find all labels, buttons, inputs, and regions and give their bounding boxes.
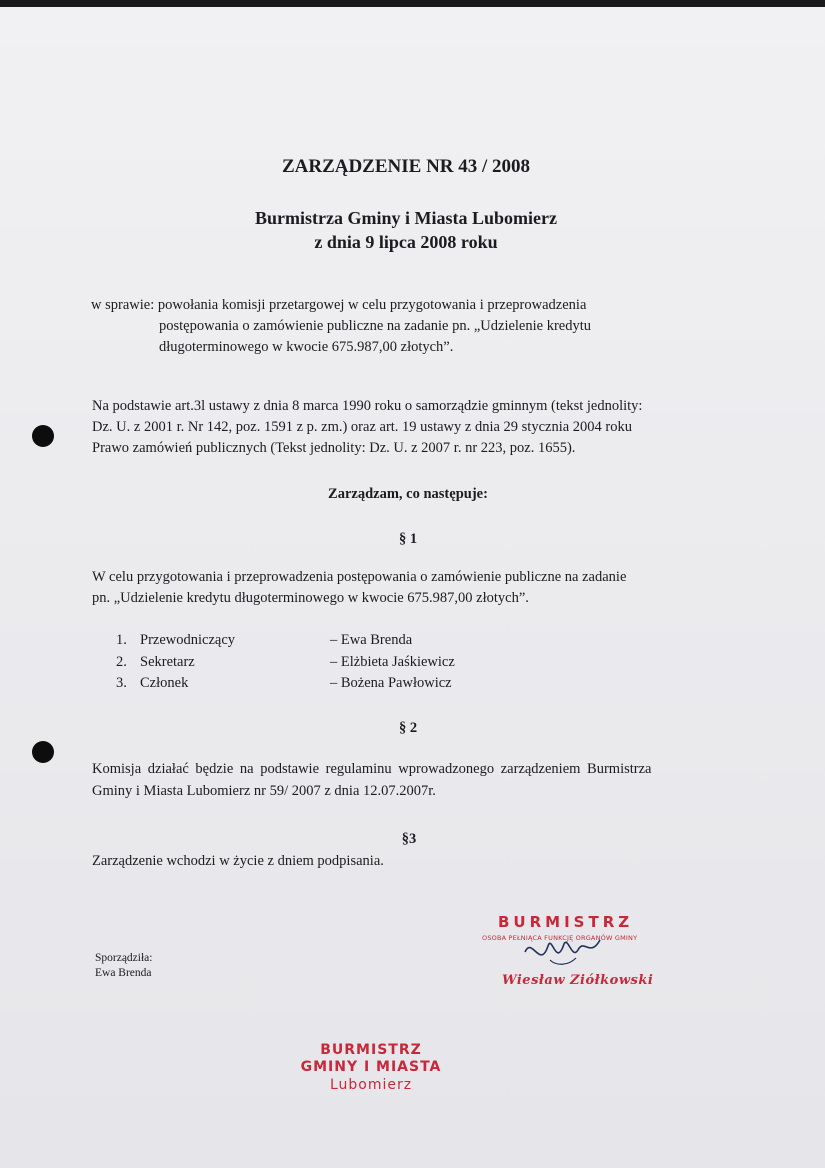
office-stamp-line-1: BURMISTRZ — [320, 1042, 422, 1058]
member-role: Przewodniczący — [140, 632, 236, 648]
list-item — [116, 673, 455, 695]
legal-basis-line-3: Prawo zamówień publicznych (Tekst jednolity: Dz. U. z 2007 r. nr 223, poz. 1655). — [92, 440, 576, 456]
subject-line-1: w sprawie: powołania komisji przetargowej w celu przygotowania i przeprowadzenia — [91, 297, 587, 313]
section-2-line-2: Gminy i Miasta Lubomierz nr 59/ 2007 z dnia 12.07.2007r. — [92, 783, 436, 799]
prepared-by-name: Ewa Brenda — [95, 967, 152, 979]
section-3-text: Zarządzenie wchodzi w życie z dniem podpisania. — [92, 853, 384, 869]
list-item — [116, 652, 455, 674]
member-role: Sekretarz — [140, 653, 195, 670]
section-1-line-2: pn. „Udzielenie kredytu długoterminowego w kwocie 675.987,00 złotych”. — [92, 590, 529, 606]
signature-stamp-name: Wiesław Ziółkowski — [502, 973, 654, 988]
handwritten-signature — [520, 930, 620, 975]
member-number: 3. — [116, 675, 127, 691]
legal-basis-line-1: Na podstawie art.3l ustawy z dnia 8 marca 1990 roku o samorządzie gminnym (tekst jednolity: — [92, 398, 643, 414]
section-2-line-1: Komisja działać będzie na podstawie regulaminu wprowadzonego zarządzeniem Burmistrza — [92, 761, 652, 777]
member-name: – Elżbieta Jaśkiewicz — [330, 653, 455, 670]
member-name: – Bożena Pawłowicz — [330, 675, 452, 691]
prepared-by-label: Sporządziła: — [95, 952, 153, 964]
issuer-line: Burmistrza Gminy i Miasta Lubomierz — [255, 208, 557, 228]
member-name: – Ewa Brenda — [330, 632, 413, 648]
section-1-heading: § 1 — [398, 531, 418, 547]
list-item — [116, 630, 455, 652]
punch-hole-top — [32, 425, 54, 447]
member-number: 1. — [116, 632, 127, 648]
committee-members-list — [116, 630, 455, 695]
signature-stamp-title: BURMISTRZ — [498, 913, 634, 931]
punch-hole-bottom — [32, 741, 54, 763]
section-1-line-1: W celu przygotowania i przeprowadzenia postępowania o zamówienie publiczne na zadanie — [92, 569, 627, 585]
member-role: Członek — [140, 675, 189, 691]
document-title: ZARZĄDZENIE NR 43 / 2008 — [281, 156, 531, 177]
scan-top-edge — [0, 0, 825, 7]
office-stamp-line-3: Lubomierz — [329, 1077, 413, 1093]
legal-basis-line-2: Dz. U. z 2001 r. Nr 142, poz. 1591 z p. zm.) oraz art. 19 ustawy z dnia 29 stycznia 2004 roku — [92, 419, 632, 435]
office-stamp-line-2: GMINY I MIASTA — [300, 1059, 442, 1075]
section-3-heading: §3 — [401, 831, 417, 847]
date-line: z dnia 9 lipca 2008 roku — [314, 232, 498, 252]
order-heading: Zarządzam, co następuje: — [328, 486, 488, 502]
subject-line-2: postępowania o zamówienie publiczne na zadanie pn. „Udzielenie kredytu — [159, 318, 592, 334]
subject-line-3: długoterminowego w kwocie 675.987,00 złotych”. — [159, 339, 454, 355]
signature-stamp-subtitle: OSOBA PEŁNIĄCA FUNKCJĘ ORGANÓW GMINY — [482, 934, 638, 942]
member-number: 2. — [116, 653, 127, 670]
section-2-heading: § 2 — [398, 720, 418, 736]
